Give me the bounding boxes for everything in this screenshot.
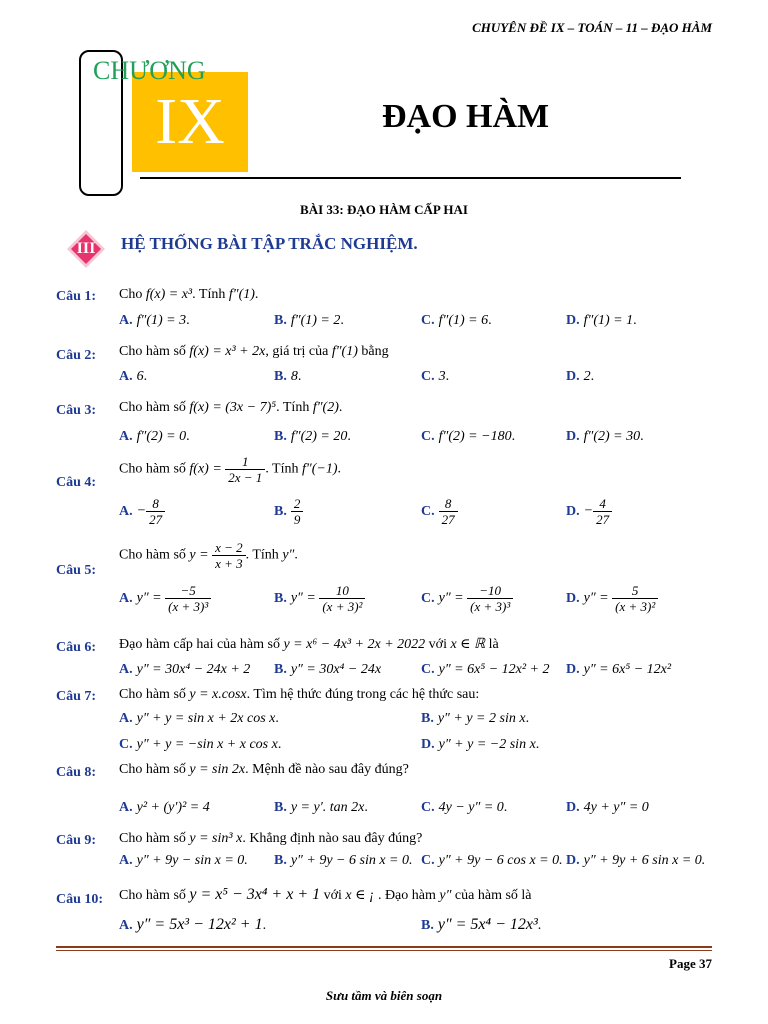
option-a[interactable]: A. f″(2) = 0. xyxy=(119,429,190,444)
option-letter: A. xyxy=(119,662,133,677)
stem-text: với xyxy=(428,637,447,652)
fraction-numerator: 10 xyxy=(319,583,365,599)
stem-math: y = x⁵ − 3x⁴ + x + 1 xyxy=(189,886,321,903)
option-text: y″ = 5x³ − 12x² + 1 xyxy=(136,916,263,933)
option-text: y″ = 30x⁴ − 24x + 2 xyxy=(136,662,251,677)
stem-math: f(x) = (3x − 7)⁵ xyxy=(189,400,277,415)
stem-text: , giá trị của xyxy=(265,344,329,359)
stem-math: f(x) = xyxy=(189,461,222,477)
stem-text: . xyxy=(254,287,259,302)
stem-text: Cho hàm số xyxy=(119,400,186,415)
option-letter: A. xyxy=(119,800,133,815)
fraction-numerator: 5 xyxy=(612,583,658,599)
option-fraction xyxy=(291,496,304,527)
footer-divider xyxy=(56,946,712,948)
option-c[interactable] xyxy=(421,496,458,527)
stem-math: y = sin³ x xyxy=(189,831,243,846)
option-letter: D. xyxy=(566,590,580,606)
option-letter: B. xyxy=(274,369,287,384)
option-text: 4y − y″ = 0 xyxy=(438,800,504,815)
option-text: y″ = 6x⁵ − 12x² + 2 xyxy=(438,662,550,677)
option-text: y″ + y = sin x + 2x cos x xyxy=(136,711,276,726)
stem-math: f(x) = x³ + 2x xyxy=(189,344,266,359)
option-b[interactable]: B. 8. xyxy=(274,369,302,384)
option-fraction xyxy=(467,583,513,614)
stem-text: Cho hàm số xyxy=(119,888,186,903)
stem-math: f″(1) xyxy=(331,344,358,359)
fraction-denominator: 2x − 1 xyxy=(228,470,263,485)
running-header: CHUYÊN ĐỀ IX – TOÁN – 11 – ĐẠO HÀM xyxy=(472,20,712,35)
option-letter: A. xyxy=(119,369,133,384)
stem-text: . xyxy=(338,400,343,415)
option-letter: B. xyxy=(274,853,287,868)
option-text: y″ + 9y − 6 cos x = 0. xyxy=(438,853,563,868)
option-d[interactable] xyxy=(566,583,658,614)
option-d[interactable] xyxy=(566,800,649,816)
fraction-denominator: 27 xyxy=(149,512,163,527)
option-letter: D. xyxy=(566,369,580,384)
option-a[interactable]: A. 6. xyxy=(119,369,148,384)
option-b[interactable] xyxy=(274,496,303,527)
option-lhs: y″ = xyxy=(583,590,609,606)
option-text: y″ + 9y − 6 sin x = 0. xyxy=(290,853,413,868)
option-d[interactable]: D. y″ + y = −2 sin x. xyxy=(421,737,540,752)
fraction-numerator: −5 xyxy=(165,583,211,599)
stem-text: Đạo hàm cấp hai của hàm số xyxy=(119,637,280,652)
option-letter: B. xyxy=(274,313,287,328)
stem-text: . xyxy=(337,461,342,477)
option-text: f″(1) = 1 xyxy=(583,313,634,328)
stem-text: là xyxy=(488,637,499,652)
question-label: Câu 3: xyxy=(56,403,97,418)
option-text: f″(2) = −180 xyxy=(438,429,512,444)
stem-fraction xyxy=(212,540,246,571)
option-letter: D. xyxy=(566,503,580,519)
option-c[interactable]: C. 3. xyxy=(421,369,450,384)
fraction-numerator: 1 xyxy=(225,454,265,470)
fraction-denominator: 9 xyxy=(293,512,301,527)
footer-credit: Sưu tầm và biên soạn xyxy=(325,988,443,1003)
option-letter: A. xyxy=(119,853,133,868)
option-fraction xyxy=(593,496,612,527)
fraction-denominator: (x + 3)³ xyxy=(470,599,511,614)
option-fraction xyxy=(319,583,365,614)
option-text: 2 xyxy=(583,369,591,384)
option-text: f″(1) = 6 xyxy=(438,313,489,328)
option-a[interactable] xyxy=(119,800,210,816)
chapter-divider xyxy=(140,177,681,179)
stem-text: Cho hàm số xyxy=(119,344,186,359)
stem-math: f″(1) xyxy=(228,287,255,302)
stem-text: . Tìm hệ thức đúng trong các hệ thức sau: xyxy=(246,687,480,702)
option-letter: A. xyxy=(119,313,133,328)
question-stem xyxy=(119,687,479,703)
option-lhs: y″ = xyxy=(438,590,464,606)
option-a[interactable] xyxy=(119,583,211,614)
option-text: y″ = 6x⁵ − 12x² xyxy=(583,662,672,677)
option-letter: D. xyxy=(566,313,580,328)
fraction-numerator: 8 xyxy=(439,496,458,512)
stem-text: Cho hàm số xyxy=(119,831,186,846)
question-stem xyxy=(119,762,409,778)
option-letter: B. xyxy=(421,711,434,726)
stem-text: Cho hàm số xyxy=(119,687,186,702)
stem-text: . Tính xyxy=(245,547,279,563)
question-stem xyxy=(119,540,298,571)
option-letter: C. xyxy=(421,429,435,444)
fraction-denominator: 27 xyxy=(441,512,455,527)
option-b[interactable] xyxy=(274,583,365,614)
option-letter: A. xyxy=(119,711,133,726)
option-letter: C. xyxy=(421,369,435,384)
option-letter: B. xyxy=(274,662,287,677)
option-letter: C. xyxy=(421,590,435,606)
stem-text: với xyxy=(323,888,342,903)
option-letter: D. xyxy=(421,737,435,752)
option-letter: B. xyxy=(274,503,287,519)
footer-divider-thin xyxy=(56,950,712,951)
question-label: Câu 4: xyxy=(56,475,97,490)
option-b[interactable]: B. y = y′. tan 2x. xyxy=(274,800,368,815)
option-d[interactable]: D. 2. xyxy=(566,369,595,384)
option-sign: − xyxy=(136,503,147,519)
option-letter: B. xyxy=(274,590,287,606)
chapter-title: ĐẠO HÀM xyxy=(382,98,550,135)
option-letter: C. xyxy=(421,503,435,519)
option-letter: B. xyxy=(274,800,287,815)
option-text: 3 xyxy=(438,369,446,384)
option-text: 4y + y″ = 0 xyxy=(583,800,649,815)
option-text: y″ + 9y + 6 sin x = 0. xyxy=(583,853,706,868)
question-label: Câu 6: xyxy=(56,640,97,655)
stem-text: Cho hàm số xyxy=(119,762,186,777)
question-stem xyxy=(119,886,532,904)
option-text: y = y′. tan 2x xyxy=(290,800,365,815)
option-text: f″(2) = 30 xyxy=(583,429,641,444)
stem-math: f(x) = x³ xyxy=(145,287,193,302)
question-label: Câu 7: xyxy=(56,689,97,704)
question-stem xyxy=(119,636,499,653)
option-fraction xyxy=(439,496,458,527)
question-stem xyxy=(119,454,341,485)
stem-text: Cho hàm số xyxy=(119,461,186,477)
question-stem xyxy=(119,400,342,416)
stem-text: . Tính xyxy=(192,287,226,302)
option-fraction xyxy=(146,496,165,527)
option-letter: D. xyxy=(566,662,580,677)
option-letter: A. xyxy=(119,590,133,606)
stem-text: bằng xyxy=(361,344,389,359)
fraction-numerator: −10 xyxy=(467,583,513,599)
option-c[interactable] xyxy=(421,662,550,678)
question-label: Câu 5: xyxy=(56,563,97,578)
option-text: y″ = 30x⁴ − 24x xyxy=(290,662,382,677)
stem-text: . xyxy=(294,547,298,563)
option-letter: C. xyxy=(421,662,435,677)
question-label: Câu 9: xyxy=(56,833,97,848)
option-lhs: y″ = xyxy=(136,590,162,606)
option-a[interactable] xyxy=(119,662,250,678)
fraction-numerator: 2 xyxy=(291,496,304,512)
option-sign: − xyxy=(583,503,594,519)
option-c[interactable] xyxy=(421,583,513,614)
option-letter: C. xyxy=(421,800,435,815)
option-text: y″ + y = −sin x + x cos x xyxy=(136,737,278,752)
stem-text: của hàm số là xyxy=(454,888,532,903)
option-fraction xyxy=(165,583,211,614)
question-label: Câu 1: xyxy=(56,289,97,304)
option-text: y″ = 5x⁴ − 12x³ xyxy=(437,916,538,933)
stem-text: . Khẳng định nào sau đây đúng? xyxy=(242,831,423,846)
stem-math: y″ xyxy=(439,888,452,903)
stem-math: f″(−1) xyxy=(302,461,338,477)
option-c[interactable]: C. f″(1) = 6. xyxy=(421,313,492,328)
question-label: Câu 8: xyxy=(56,765,97,780)
option-c[interactable]: C. 4y − y″ = 0. xyxy=(421,800,508,815)
option-d[interactable] xyxy=(566,662,671,678)
option-c[interactable] xyxy=(421,853,563,869)
stem-text: Cho xyxy=(119,287,143,302)
option-text: f″(2) = 0 xyxy=(136,429,187,444)
question-label: Câu 2: xyxy=(56,348,97,363)
option-fraction xyxy=(612,583,658,614)
stem-text: . Mệnh đề nào sau đây đúng? xyxy=(245,762,409,777)
option-c[interactable]: C. f″(2) = −180. xyxy=(421,429,516,444)
question-label: Câu 10: xyxy=(56,892,104,907)
option-text: f″(1) = 2 xyxy=(290,313,341,328)
option-b[interactable]: B. y″ + y = 2 sin x. xyxy=(421,711,530,726)
stem-math: f″(2) xyxy=(312,400,339,415)
option-b[interactable] xyxy=(274,853,413,869)
fraction-denominator: (x + 3)² xyxy=(322,599,363,614)
option-a[interactable] xyxy=(119,853,248,869)
fraction-denominator: (x + 3)² xyxy=(615,599,656,614)
fraction-denominator: 27 xyxy=(596,512,610,527)
stem-math: y = x⁶ − 4x³ + 2x + 2022 xyxy=(283,637,426,652)
fraction-numerator: 4 xyxy=(593,496,612,512)
option-b[interactable]: B. f″(2) = 20. xyxy=(274,429,351,444)
option-letter: C. xyxy=(421,313,435,328)
page-number: Page 37 xyxy=(669,956,712,971)
chapter-number: IX xyxy=(155,85,225,158)
stem-text: . Đạo hàm xyxy=(377,888,436,903)
option-a[interactable]: A. y″ = 5x³ − 12x² + 1. xyxy=(119,916,267,933)
stem-math: y = sin 2x xyxy=(189,762,246,777)
fraction-denominator: (x + 3)³ xyxy=(168,599,209,614)
option-d[interactable]: D. f″(1) = 1. xyxy=(566,313,637,328)
stem-math: y = xyxy=(189,547,209,563)
fraction-numerator: 8 xyxy=(146,496,165,512)
option-a[interactable]: A. y″ + y = sin x + 2x cos x. xyxy=(119,711,279,726)
option-letter: D. xyxy=(566,853,580,868)
stem-math: y″ xyxy=(282,547,295,563)
stem-fraction xyxy=(225,454,265,485)
option-text: y″ + y = −2 sin x xyxy=(438,737,536,752)
option-d[interactable] xyxy=(566,853,705,869)
option-text: y″ + 9y − sin x = 0. xyxy=(136,853,248,868)
stem-text: . Tính xyxy=(276,400,310,415)
option-text: f″(2) = 20 xyxy=(290,429,348,444)
option-letter: A. xyxy=(119,918,133,933)
question-stem xyxy=(119,831,422,847)
option-c[interactable]: C. y″ + y = −sin x + x cos x. xyxy=(119,737,282,752)
fraction-numerator: x − 2 xyxy=(212,540,246,556)
option-text: y″ + y = 2 sin x xyxy=(437,711,526,726)
stem-text: . Tính xyxy=(265,461,299,477)
question-stem xyxy=(119,287,258,303)
option-letter: D. xyxy=(566,429,580,444)
chapter-word: CHƯƠNG xyxy=(93,56,206,85)
stem-math: y = x.cosx xyxy=(189,687,247,702)
option-letter: B. xyxy=(421,918,434,933)
option-text: 6 xyxy=(136,369,144,384)
option-letter: C. xyxy=(421,853,435,868)
option-a[interactable]: A. f″(1) = 3. xyxy=(119,313,190,328)
section-number: III xyxy=(76,240,96,257)
option-d[interactable]: D. f″(2) = 30. xyxy=(566,429,644,444)
option-text: y² + (y′)² = 4 xyxy=(136,800,210,815)
option-letter: A. xyxy=(119,429,133,444)
option-a[interactable] xyxy=(119,496,165,527)
stem-text: Cho hàm số xyxy=(119,547,186,563)
option-letter: D. xyxy=(566,800,580,815)
option-d[interactable] xyxy=(566,496,612,527)
lesson-title: BÀI 33: ĐẠO HÀM CẤP HAI xyxy=(300,202,468,217)
option-text: f″(1) = 3 xyxy=(136,313,187,328)
stem-math: x ∈ ℝ xyxy=(450,637,486,652)
question-stem xyxy=(119,344,389,360)
option-lhs: y″ = xyxy=(290,590,316,606)
option-letter: C. xyxy=(119,737,133,752)
fraction-denominator: x + 3 xyxy=(215,556,243,571)
option-b[interactable] xyxy=(274,662,381,678)
option-b[interactable]: B. y″ = 5x⁴ − 12x³. xyxy=(421,916,542,933)
option-text: 8 xyxy=(290,369,298,384)
option-letter: B. xyxy=(274,429,287,444)
option-letter: A. xyxy=(119,503,133,519)
section-title: HỆ THỐNG BÀI TẬP TRẮC NGHIỆM. xyxy=(121,234,418,253)
option-b[interactable]: B. f″(1) = 2. xyxy=(274,313,344,328)
stem-math: x ∈ ¡ xyxy=(345,888,375,903)
